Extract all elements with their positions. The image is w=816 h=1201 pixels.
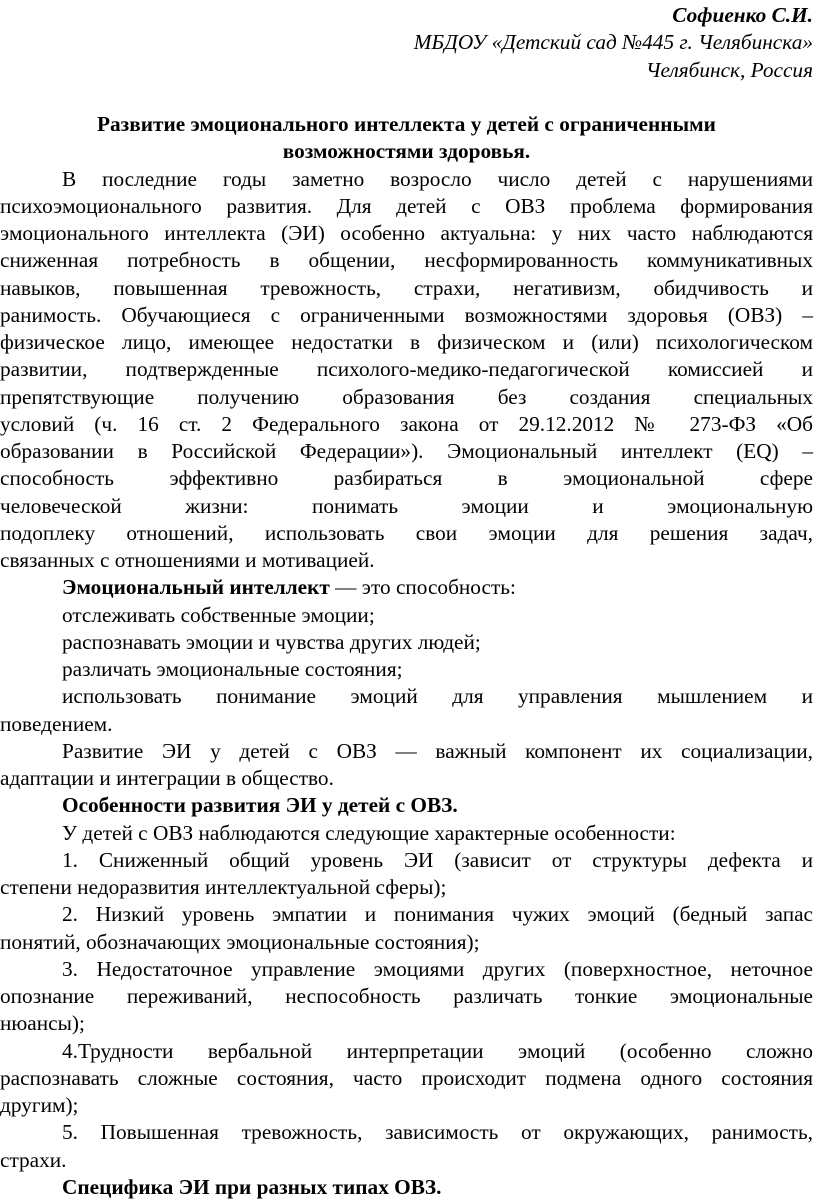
text-line xyxy=(0,574,813,601)
text-line: понятий, обозначающих эмоциональные состояния); xyxy=(0,929,480,954)
text-line: 4.Трудности вербальной интерпретации эмоций (особенно сложно xyxy=(62,1038,813,1063)
text-line: эмоционального интеллекта (ЭИ) особенно актуальна: у них часто наблюдаются xyxy=(0,221,813,245)
text-line: распознавать эмоции и чувства других людей; xyxy=(62,629,481,654)
text-line: использовать понимание эмоций для управления мышлением и xyxy=(62,684,813,709)
text-line: ранимость. Обучающиеся с ограниченными возможностями здоровья (ОВЗ) – xyxy=(0,302,813,327)
location: Челябинск, Россия xyxy=(645,57,813,82)
document-page xyxy=(0,2,813,1201)
text-line: психоэмоционального развития. Для детей с ОВЗ проблема формирования xyxy=(0,193,813,218)
text-line: нюансы); xyxy=(0,1011,85,1036)
text-line: 5. Повышенная тревожность, зависимость от окружающих, ранимость, xyxy=(62,1120,813,1145)
organization: МБДОУ «Детский сад №445 г. Челябинска» xyxy=(413,30,813,55)
article-body xyxy=(0,166,813,1201)
text-line: распознавать сложные состояния, часто происходит подмена одного состояния xyxy=(0,1065,813,1090)
text-line: условий (ч. 16 ст. 2 Федерального закона от 29.12.2012 № 273-ФЗ «Об xyxy=(0,411,813,436)
bold-term: Эмоциональный интеллект xyxy=(62,575,330,600)
text-line: опознание переживаний, неспособность различать тонкие эмоциональные xyxy=(0,984,813,1008)
text-line: подоплеку отношений, использовать свои эмоции для решения задач, xyxy=(0,520,813,545)
blank-line xyxy=(0,84,813,111)
text-line: физическое лицо, имеющее недостатки в физическом и (или) психологическом xyxy=(0,330,813,354)
text-line: страхи. xyxy=(0,1147,67,1172)
text-line: отслеживать собственные эмоции; xyxy=(62,602,375,627)
text-line: сниженная потребность в общении, несформированность коммуникативных xyxy=(0,248,813,273)
text-line: человеческой жизни: понимать эмоции и эмоциональную xyxy=(0,493,813,518)
text-line: адаптации и интеграции в общество. xyxy=(0,766,334,790)
author-name: Софиенко С.И. xyxy=(672,3,813,27)
section-heading: Особенности развития ЭИ у детей с ОВЗ. xyxy=(62,793,458,818)
text-line: У детей с ОВЗ наблюдаются следующие характерные особенности: xyxy=(62,820,676,845)
text-line: различать эмоциональные состояния; xyxy=(62,657,403,681)
text-line: В последние годы заметно возросло число детей с нарушениями xyxy=(62,166,813,191)
text-line: навыков, повышенная тревожность, страхи, негативизм, обидчивость и xyxy=(0,275,813,300)
text-line: способность эффективно разбираться в эмоциональной сфере xyxy=(0,466,813,491)
text-line: другим); xyxy=(0,1093,79,1117)
article-title-line-2: возможностями здоровья. xyxy=(282,139,531,164)
text-line: образовании в Российской Федерации»). Эмоциональный интеллект (EQ) – xyxy=(0,439,813,463)
text-line: развитии, подтвержденные психолого-медико-педагогической комиссией и xyxy=(0,357,813,382)
text-line: 1. Сниженный общий уровень ЭИ (зависит от структуры дефекта и xyxy=(62,847,813,872)
text-line: связанных с отношениями и мотивацией. xyxy=(0,548,375,572)
text-line: 3. Недостаточное управление эмоциями других (поверхностное, неточное xyxy=(62,956,813,981)
text-line: степени недоразвития интеллектуальной сферы); xyxy=(0,875,447,899)
text-line: 2. Низкий уровень эмпатии и понимания чужих эмоций (бедный запас xyxy=(62,902,813,927)
text-span: — это способность: xyxy=(329,575,516,600)
text-line: поведением. xyxy=(0,711,113,736)
text-line: Развитие ЭИ у детей с ОВЗ — важный компонент их социализации, xyxy=(62,738,813,763)
article-title-line-1: Развитие эмоционального интеллекта у детей с ограниченными xyxy=(97,112,716,136)
text-line: препятствующие получению образования без создания специальных xyxy=(0,384,813,409)
section-heading: Специфика ЭИ при разных типах ОВЗ. xyxy=(62,1174,442,1199)
